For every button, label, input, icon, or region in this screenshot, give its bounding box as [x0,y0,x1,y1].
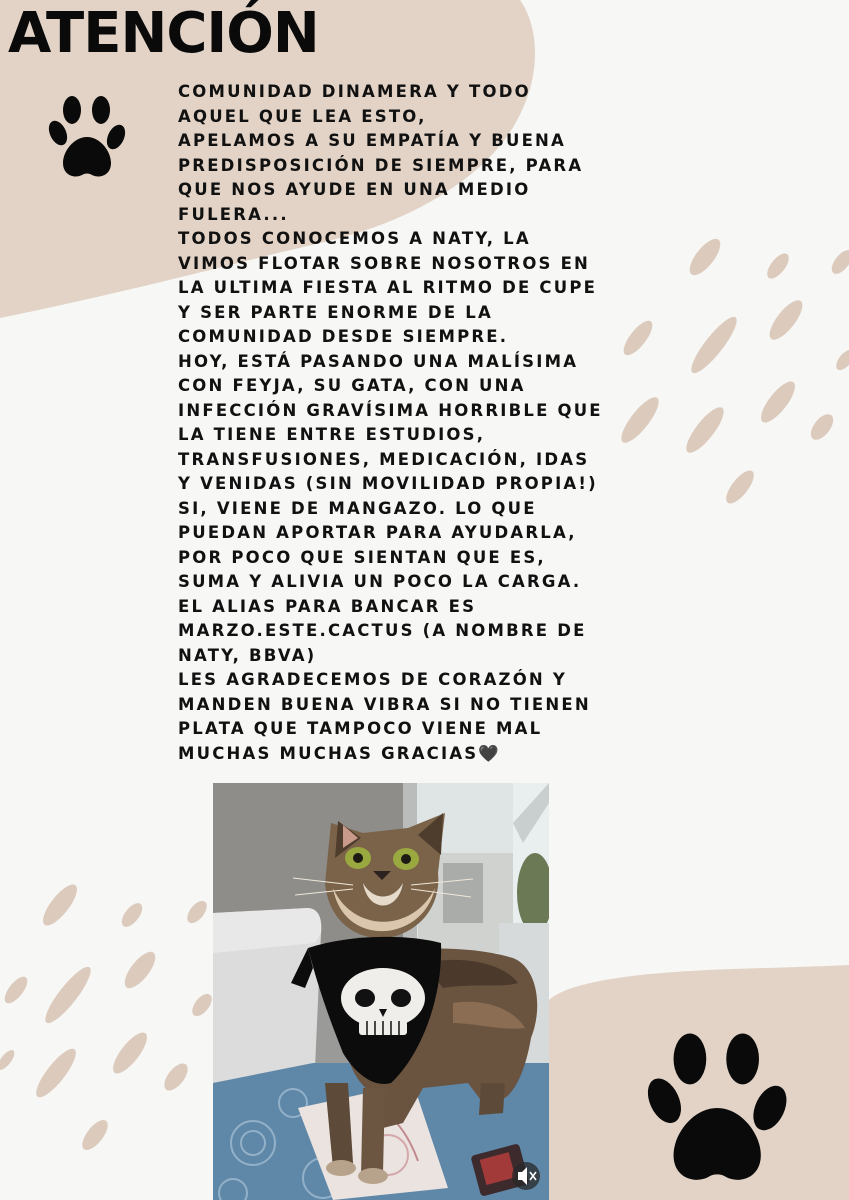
paw-icon [48,93,128,181]
message-line: VIMOS FLOTAR SOBRE NOSOTROS EN [178,253,591,273]
appeal-message [178,80,603,766]
message-line: PREDISPOSICIÓN DE SIEMPRE, PARA [178,155,584,175]
paw-icon [646,1028,792,1188]
message-line: MUCHAS MUCHAS GRACIAS🖤 [178,743,502,763]
message-line: TRANSFUSIONES, MEDICACIÓN, IDAS [178,449,590,469]
message-line: AQUEL QUE LEA ESTO, [178,106,427,126]
message-line: EL ALIAS PARA BANCAR ES [178,596,477,616]
message-line: COMUNIDAD DINAMERA Y TODO [178,82,531,101]
message-line: QUE NOS AYUDE EN UNA MEDIO [178,180,531,199]
message-line: FULERA... [178,204,289,224]
message-line: LES AGRADECEMOS DE CORAZÓN Y [178,670,568,689]
message-line: MARZO.ESTE.CACTUS (A NOMBRE DE [178,621,587,640]
message-line: MANDEN BUENA VIBRA SI NO TIENEN [178,694,591,714]
message-line: TODOS CONOCEMOS A NATY, LA [178,229,531,248]
muted-speaker-icon[interactable] [512,1162,540,1190]
message-line: INFECCIÓN GRAVÍSIMA HORRIBLE QUE [178,400,603,420]
message-line: PUEDAN APORTAR PARA AYUDARLA, [178,523,577,542]
message-line: COMUNIDAD DESDE SIEMPRE. [178,327,509,346]
message-line: HOY, ESTÁ PASANDO UNA MALÍSIMA [178,351,579,371]
message-line: PLATA QUE TAMPOCO VIENE MAL [178,719,543,738]
message-line: LA TIENE ENTRE ESTUDIOS, [178,425,486,444]
message-line: CON FEYJA, SU GATA, CON UNA [178,376,526,395]
top-right-dash-pattern [616,234,849,508]
message-line: Y SER PARTE ENORME DE LA [178,302,493,322]
cat-photo [213,783,549,1200]
message-line: NATY, BBVA) [178,645,317,665]
message-line: APELAMOS A SU EMPATÍA Y BUENA [178,131,567,150]
poster-title: ATENCIÓN [8,1,319,66]
message-line: SUMA Y ALIVIA UN POCO LA CARGA. [178,572,582,591]
bottom-left-dash-pattern [0,880,216,1154]
message-line: POR POCO QUE SIENTAN QUE ES, [178,547,546,567]
message-line: Y VENIDAS (SIN MOVILIDAD PROPIA!) [178,474,598,493]
message-line: LA ULTIMA FIESTA AL RITMO DE CUPE [178,278,598,297]
message-line: SI, VIENE DE MANGAZO. LO QUE [178,498,537,518]
